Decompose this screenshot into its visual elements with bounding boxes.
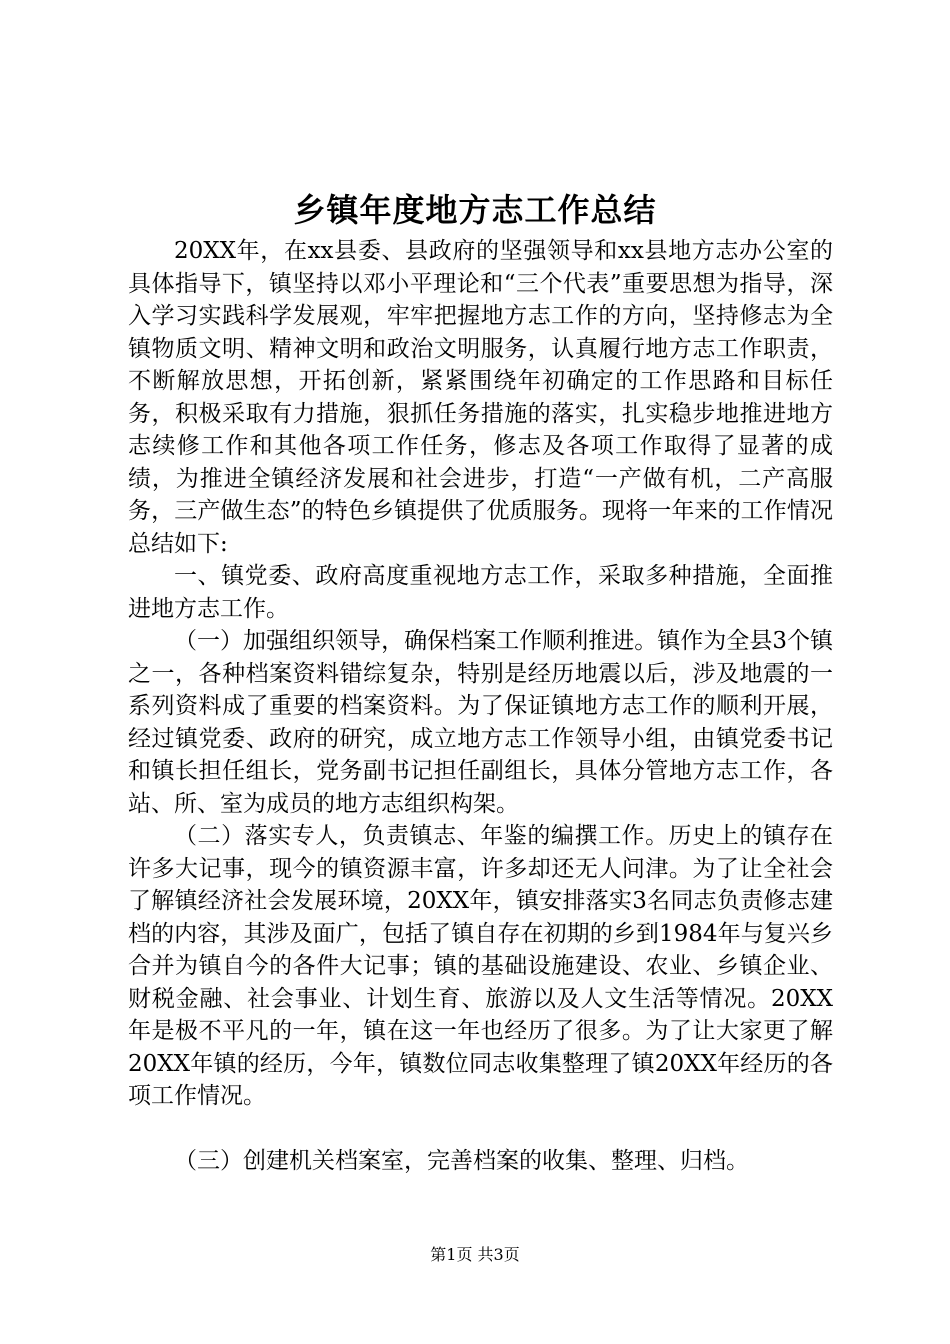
paragraph-section-1: 一、镇党委、政府高度重视地方志工作，采取多种措施，全面推进地方志工作。 [128, 563, 833, 622]
page-number-footer: 第1页 共3页 [430, 1245, 520, 1264]
paragraph-subsection-1: （一）加强组织领导，确保档案工作顺利推进。镇作为全县3个镇之一，各种档案资料错综复杂，特别是经历地震以后，涉及地震的一系列资料成了重要的档案资料。为了保证镇地方志工作的顺利开展，经过镇党委、政府的研究，成立地方志工作领导小组，由镇党委书记和镇长担任组长，党务副书记担任副组长，具体分管地方志工作，各站、所、室为成员的地方志组织构架。 [128, 628, 833, 817]
document-title: 乡镇年度地方志工作总结 [293, 191, 657, 229]
paragraph-subsection-3: （三）创建机关档案室，完善档案的收集、整理、归档。 [174, 1147, 749, 1174]
paragraph-intro: 20XX年，在xx县委、县政府的坚强领导和xx县地方志办公室的具体指导下，镇坚持以邓小平理论和“三个代表”重要思想为指导，深入学习实践科学发展观，牢牢把握地方志工作的方向，坚持修志为全镇物质文明、精神文明和政治文明服务，认真履行地方志工作职责，不断解放思想，开拓创新，紧紧围绕年初确定的工作思路和目标任务，积极采取有力措施，狠抓任务措施的落实，扎实稳步地推进地方志续修工作和其他各项工作任务，修志及各项工作取得了显著的成绩，为推进全镇经济发展和社会进步，打造“一产做有机，二产高服务，三产做生态”的特色乡镇提供了优质服务。现将一年来的工作情况总结如下: [128, 238, 833, 557]
document-body [128, 235, 833, 1177]
paragraph-subsection-2: （二）落实专人，负责镇志、年鉴的编撰工作。历史上的镇存在许多大记事，现今的镇资源丰富，许多却还无人问津。为了让全社会了解镇经济社会发展环境，20XX年，镇安排落实3名同志负责修志建档的内容，其涉及面广，包括了镇自存在初期的乡到1984年与复兴乡合并为镇自今的各件大记事；镇的基础设施建设、农业、乡镇企业、财税金融、社会事业、计划生育、旅游以及人文生活等情况。20XX年是极不平凡的一年，镇在这一年也经历了很多。为了让大家更了解20XX年镇的经历，今年，镇数位同志收集整理了镇20XX年经历的各项工作情况。 [128, 823, 833, 1109]
